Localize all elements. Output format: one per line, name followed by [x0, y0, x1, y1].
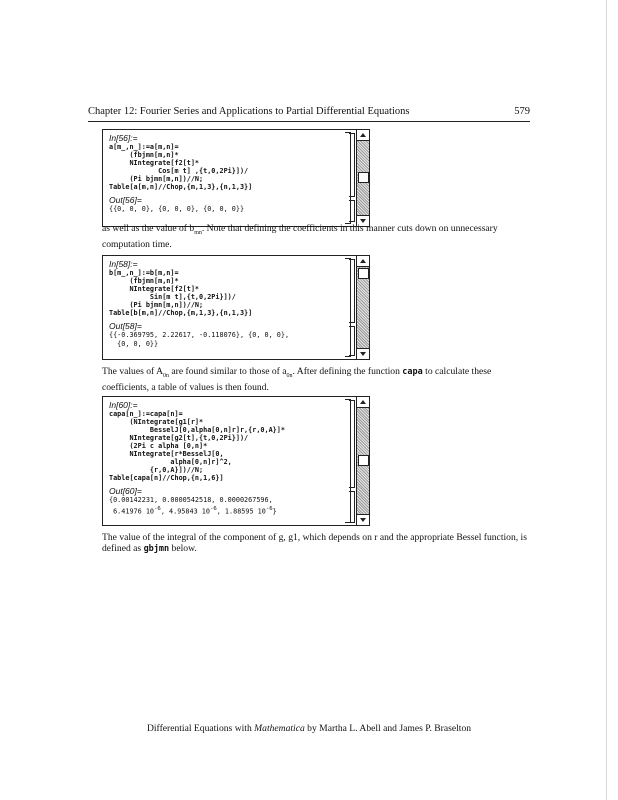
- vertical-scrollbar[interactable]: [356, 397, 369, 525]
- output-value: {{0, 0, 0}, {0, 0, 0}, {0, 0, 0}}: [109, 205, 245, 213]
- input-label: In[60]:=: [109, 400, 138, 410]
- input-label: In[58]:=: [109, 259, 138, 269]
- paragraph-3: The value of the integral of the component of g, g1, which depends on r and the appropriate Bessel function, is defined as gbjmn below.: [102, 532, 527, 554]
- scroll-down-arrow-icon[interactable]: [357, 348, 369, 359]
- output-label: Out[60]=: [109, 486, 142, 496]
- group-cell-bracket[interactable]: [345, 132, 351, 224]
- page-footer: Differential Equations with Mathematica by Martha L. Abell and James P. Braselton: [146, 723, 472, 734]
- page-number: 579: [514, 106, 530, 117]
- notebook-cell-56[interactable]: [102, 129, 370, 227]
- output-label: Out[58]=: [109, 321, 142, 331]
- cell-body: [109, 259, 339, 349]
- scroll-thumb[interactable]: [358, 268, 369, 279]
- scroll-up-arrow-icon[interactable]: [357, 130, 369, 141]
- scroll-up-arrow-icon[interactable]: [357, 256, 369, 267]
- scroll-thumb[interactable]: [358, 455, 369, 466]
- group-cell-bracket[interactable]: [345, 399, 351, 523]
- group-cell-bracket[interactable]: [345, 258, 351, 357]
- page-edge-rule: [606, 0, 607, 800]
- scroll-up-arrow-icon[interactable]: [357, 397, 369, 408]
- header-rule: [88, 121, 530, 122]
- cell-body: [109, 133, 339, 214]
- paragraph-2: The values of $A_{0n}$ are found similar to those of $a_{0n}$. After defining the function capa to calculate these coefficients, a table of values is then found.: [102, 366, 492, 393]
- chapter-title: Chapter 12: Fourier Series and Applications to Partial Differential Equations: [88, 106, 410, 117]
- scroll-down-arrow-icon[interactable]: [357, 514, 369, 525]
- output-label: Out[56]=: [109, 195, 142, 205]
- input-label: In[56]:=: [109, 133, 138, 143]
- output-value: {0.00142231, 0.0000542518, 0.0000267596, 6.41976 $10^{-6}$, 4.95843 $10^{-6}$, 1.88595 $10^{-6}$}: [109, 496, 277, 516]
- notebook-cell-60[interactable]: [102, 396, 370, 526]
- vertical-scrollbar[interactable]: [356, 256, 369, 359]
- paragraph-1: as well as the value of $b_{mn}$. Note that defining the coefficients in this manner cuts down on unnecessary computation time.: [102, 223, 498, 250]
- input-code[interactable]: a[m_,n_]:=a[m,n]= (fbjmn[m,n]* NIntegrate[f2[t]* Cos[m t] ,{t,0,2Pi}])/ (Pi bjmn[m,n])//N; Table[a[m,n]//Chop,{m,1,3},{n,1,3}]: [109, 143, 253, 191]
- vertical-scrollbar[interactable]: [356, 130, 369, 226]
- input-code[interactable]: capa[n_]:=capa[n]= (NIntegrate[g1[r]* BesselJ[0,alpha[0,n]r]r,{r,0,A}]* NIntegrate[g2[t],{t,0,2Pi}])/ (2Pi c alpha [0,n]* NIntegrate[r*BesselJ[0, alpha[0,n]r]^2, {r,0,A}])//N; Table[capa[n]//Chop,{n,1,6}]: [109, 410, 285, 482]
- cell-body: [109, 400, 339, 516]
- output-value: {{-0.369795, 2.22617, -0.118076}, {0, 0, 0}, {0, 0, 0}}: [109, 331, 290, 348]
- scroll-thumb[interactable]: [358, 172, 369, 183]
- notebook-cell-58[interactable]: [102, 255, 370, 360]
- input-code[interactable]: b[m_,n_]:=b[m,n]= (fbjmn[m,n]* NIntegrate[f2[t]* Sin[m t],{t,0,2Pi}])/ (Pi bjmn[m,n])//N; Table[b[m,n]//Chop,{m,1,3},{n,1,3}]: [109, 269, 253, 317]
